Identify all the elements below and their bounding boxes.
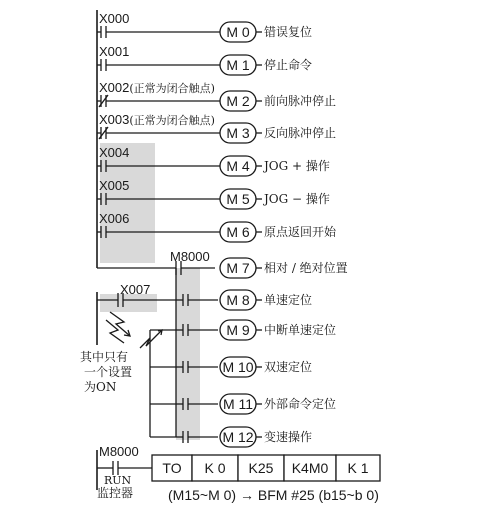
to-cell-label: TO [162, 460, 182, 476]
run-label: RUN [104, 474, 132, 487]
x007-contact-label: X007 [120, 282, 151, 297]
desc-m3: 反向脉冲停止 [264, 126, 337, 140]
x004-x006-highlight [100, 143, 155, 263]
only-one-note-line-3: 为ON [84, 380, 117, 394]
to-cell-0 [152, 455, 192, 481]
contact-label: X003(正常为闭合触点) [99, 112, 215, 127]
contact-label: X006 [99, 211, 130, 226]
desc-m8: 单速定位 [264, 293, 313, 307]
to-cell-1 [192, 455, 238, 481]
rung-x001 [97, 44, 312, 75]
to-cell-label: K4M0 [291, 460, 329, 476]
coil-m7-label: M 7 [226, 260, 250, 276]
coil-m2-label: M 2 [226, 93, 250, 109]
bfm-caption: (M15~M 0) → BFM #25 (b15~b 0) [168, 487, 379, 503]
rung-m11 [176, 394, 336, 414]
coil-m4 [220, 156, 256, 176]
monitor-label: 监控器 [97, 486, 134, 500]
contact-label: X000 [99, 11, 130, 26]
contact-label: X005 [99, 178, 130, 193]
coil-m7 [220, 258, 256, 278]
coil-m10 [220, 357, 256, 377]
to-instruction-rung [97, 444, 380, 503]
coil-m9 [220, 320, 256, 340]
to-cell-label: K25 [248, 460, 274, 476]
coil-m6-label: M 6 [226, 224, 250, 240]
coil-m8-label: M 8 [226, 292, 250, 308]
desc-m6: 原点返回开始 [264, 225, 337, 239]
desc-m5: JOG − 操作 [264, 192, 330, 206]
m8000-highlight [176, 268, 200, 440]
rung-m9 [176, 320, 336, 340]
desc-m4: JOG + 操作 [264, 159, 330, 173]
rung-x002 [97, 80, 336, 111]
desc-m7: 相对 / 绝对位置 [264, 261, 348, 275]
coil-m9-label: M 9 [226, 322, 250, 338]
desc-m11: 外部命令定位 [264, 397, 337, 411]
desc-m12: 变速操作 [264, 430, 313, 444]
coil-m2 [220, 91, 256, 111]
to-cell-2 [238, 455, 284, 481]
coil-m1-label: M 1 [226, 57, 250, 73]
rung-m7 [220, 258, 348, 278]
desc-m9: 中断单速定位 [264, 323, 337, 337]
coil-m4-label: M 4 [226, 158, 250, 174]
coil-m8 [220, 290, 256, 310]
to-cell-label: K 0 [204, 460, 226, 476]
arrow-lightning-2 [140, 330, 162, 348]
only-one-note-line-2: 一个设置 [84, 365, 133, 379]
rung-x003 [97, 112, 336, 143]
desc-m2: 前向脉冲停止 [264, 94, 337, 108]
only-one-note-line-1: 其中只有 [80, 350, 129, 364]
m8000-contact-label: M8000 [170, 249, 210, 264]
to-cell-4 [336, 455, 380, 481]
desc-m1: 停止命令 [264, 58, 313, 72]
coil-m0-label: M 0 [226, 24, 250, 40]
mode-select-block [97, 249, 348, 447]
coil-m3-label: M 3 [226, 125, 250, 141]
arrow-lightning-3 [106, 320, 124, 343]
coil-m5-label: M 5 [226, 191, 250, 207]
contact-label: X001 [99, 44, 130, 59]
coil-m3 [220, 123, 256, 143]
coil-m6 [220, 222, 256, 242]
rung-x000 [97, 11, 312, 42]
contact-label: X004 [99, 145, 130, 160]
contact-label: X002(正常为闭合触点) [99, 80, 215, 95]
coil-m1 [220, 55, 256, 75]
to-cell-label: K 1 [347, 460, 369, 476]
coil-m11-label: M 11 [222, 396, 254, 412]
to-rung-contact-label: M8000 [99, 444, 139, 459]
to-cell-3 [284, 455, 336, 481]
coil-m0 [220, 22, 256, 42]
coil-m10-label: M 10 [222, 359, 254, 375]
coil-m12 [220, 427, 256, 447]
coil-m5 [220, 189, 256, 209]
coil-m11 [220, 394, 256, 414]
coil-m12-label: M 12 [222, 429, 254, 445]
desc-m0: 错误复位 [264, 25, 313, 39]
desc-m10: 双速定位 [264, 360, 313, 374]
